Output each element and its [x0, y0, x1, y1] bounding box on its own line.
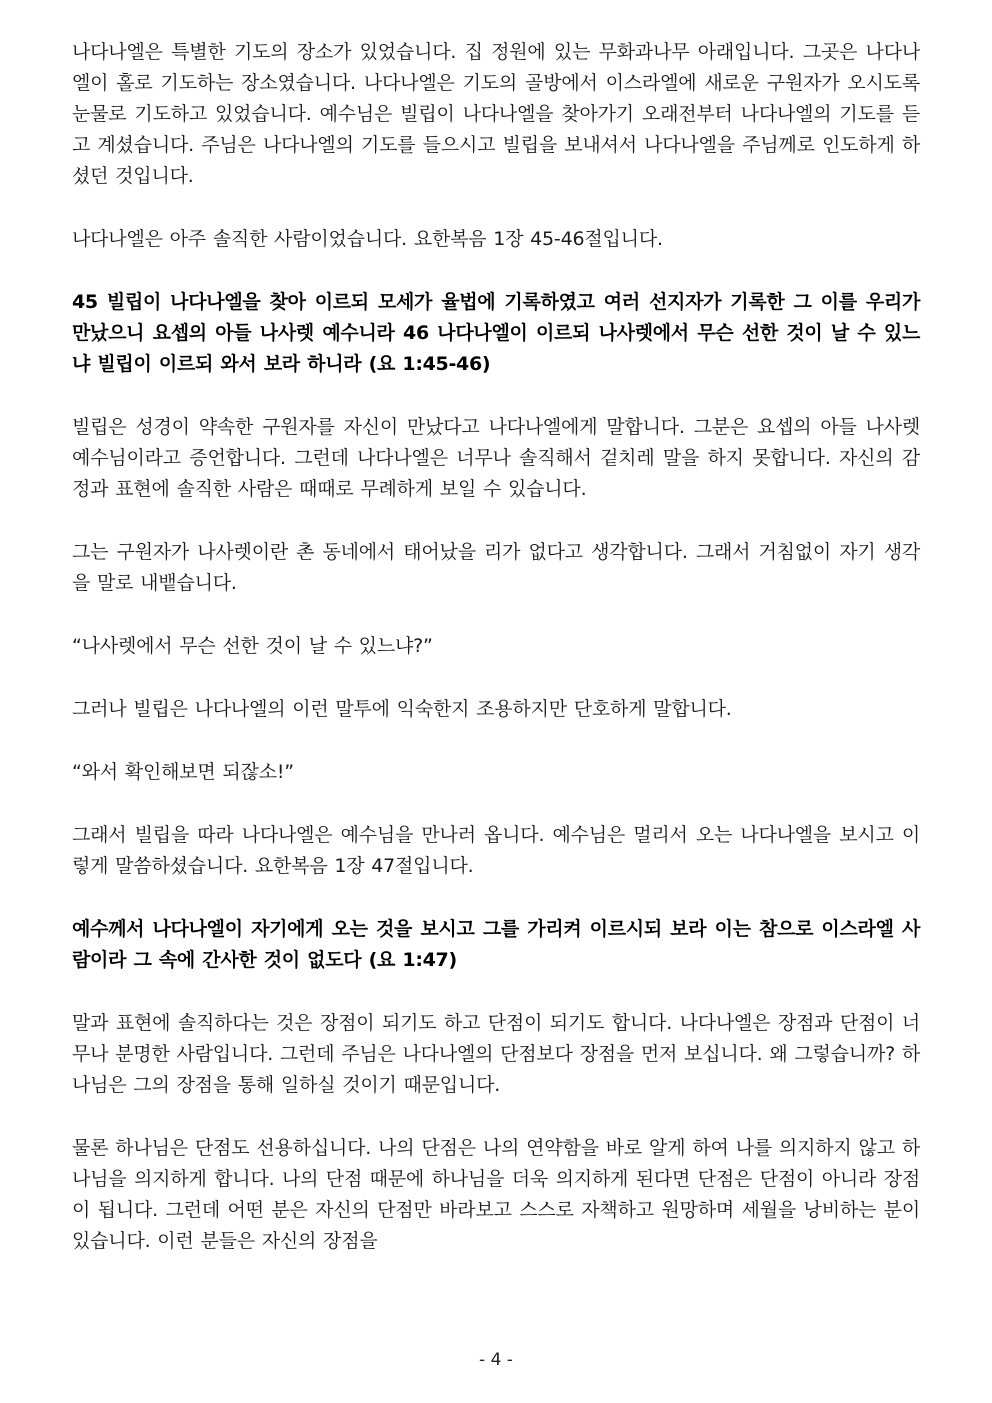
paragraph-honest-person: 나다나엘은 아주 솔직한 사람이었습니다. 요한복음 1장 45-46절입니다. [72, 228, 663, 250]
document-body [72, 37, 920, 1289]
page-number: - 4 - [479, 1350, 513, 1370]
paragraph-philip-reply: 그러나 빌립은 나다나엘의 이런 말투에 익숙한지 조용하지만 단호하게 말합니다. [72, 698, 732, 720]
paragraph-philip-testimony: 빌립은 성경이 약속한 구원자를 자신이 만났다고 나다나엘에게 말합니다. 그분은 요셉의 아들 나사렛 예수님이라고 증언합니다. 그런데 나다나엘은 너무나 솔직해서 겉치레 말을 하지 못합니다. 자신의 감정과 표현에 솔직한 사람은 때때로 무례하게 보일 수 있습니다. [72, 416, 920, 500]
paragraph-strengths-weaknesses: 말과 표현에 솔직하다는 것은 장점이 되기도 하고 단점이 되기도 합니다. 나다나엘은 장점과 단점이 너무나 분명한 사람입니다. 그런데 주님은 나다나엘의 단점보다 장점을 먼저 보십니다. 왜 그렇습니까? 하나님은 그의 장점을 통해 일하실 것이기 때문입니다. [72, 1012, 920, 1096]
paragraph-meeting-jesus: 그래서 빌립을 따라 나다나엘은 예수님을 만나러 옵니다. 예수님은 멀리서 오는 나다나엘을 보시고 이렇게 말씀하셨습니다. 요한복음 1장 47절입니다. [72, 824, 920, 877]
scripture-john-1-47: 예수께서 나다나엘이 자기에게 오는 것을 보시고 그를 가리켜 이르시되 보라 이는 참으로 이스라엘 사람이라 그 속에 간사한 것이 없도다 (요 1:47) [72, 918, 920, 971]
quote-come-and-see: “와서 확인해보면 되잖소!” [72, 761, 294, 783]
paragraph-nazareth-doubt: 그는 구원자가 나사렛이란 촌 동네에서 태어났을 리가 없다고 생각합니다. 그래서 거침없이 자기 생각을 말로 내뱉습니다. [72, 541, 920, 594]
quote-nazareth: “나사렛에서 무슨 선한 것이 날 수 있느냐?” [72, 635, 433, 657]
scripture-john-1-45-46: 45 빌립이 나다나엘을 찾아 이르되 모세가 율법에 기록하였고 여러 선지자가 기록한 그 이를 우리가 만났으니 요셉의 아들 나사렛 예수니라 46 나다나엘이 이르되 나사렛에서 무슨 선한 것이 날 수 있느냐 빌립이 이르되 와서 보라 하니라 (요 1:45-46) [72, 291, 920, 375]
paragraph-god-uses-weakness: 물론 하나님은 단점도 선용하십니다. 나의 단점은 나의 연약함을 바로 알게 하여 나를 의지하지 않고 하나님을 의지하게 합니다. 나의 단점 때문에 하나님을 더욱 의지하게 된다면 단점은 단점이 아니라 장점이 됩니다. 그런데 어떤 분은 자신의 단점만 바라보고 스스로 자책하고 원망하며 세월을 낭비하는 분이 있습니다. 이런 분들은 자신의 장점을 [72, 1137, 920, 1252]
paragraph-prayer-place: 나다나엘은 특별한 기도의 장소가 있었습니다. 집 정원에 있는 무화과나무 아래입니다. 그곳은 나다나엘이 홀로 기도하는 장소였습니다. 나다나엘은 기도의 골방에서 이스라엘에 새로운 구원자가 오시도록 눈물로 기도하고 있었습니다. 예수님은 빌립이 나다나엘을 찾아가기 오래전부터 나다나엘의 기도를 듣고 계셨습니다. 주님은 나다나엘의 기도를 들으시고 빌립을 보내셔서 나다나엘을 주님께로 인도하게 하셨던 것입니다. [72, 41, 920, 187]
